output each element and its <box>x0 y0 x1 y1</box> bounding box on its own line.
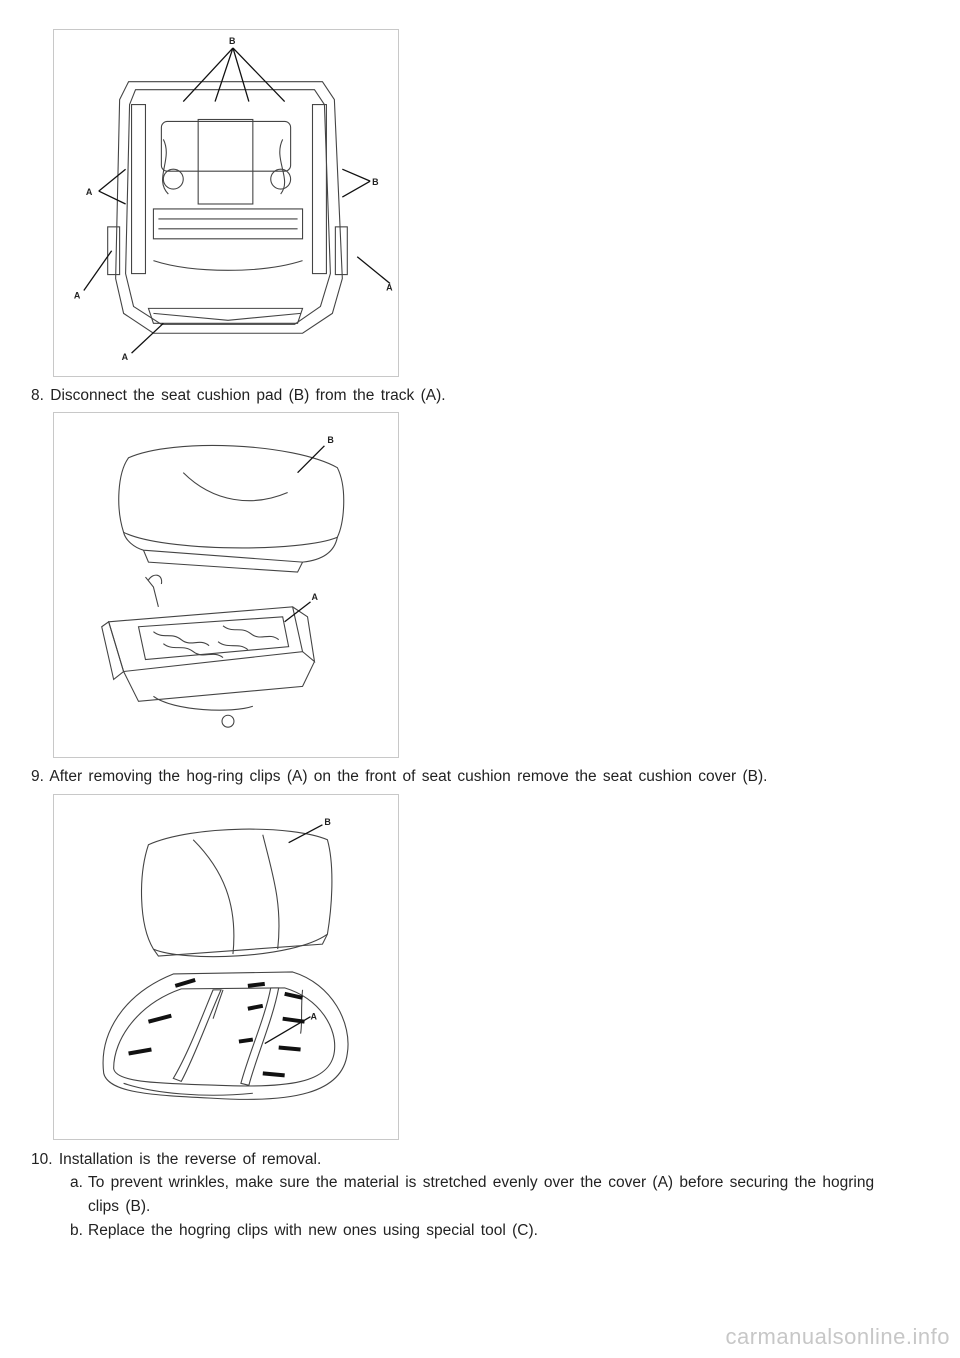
step-text: Installation is the reverse of removal. <box>58 1151 322 1168</box>
substep-a <box>70 1171 910 1219</box>
cushion-cover-illustration <box>54 795 398 1139</box>
step-number: 8. <box>31 387 44 404</box>
cushion-track-illustration <box>54 413 398 757</box>
figure-cushion-cover-hogrings <box>53 794 399 1140</box>
svg-text:A: A <box>311 591 318 602</box>
step-10 <box>31 1149 321 1171</box>
substep-b <box>70 1219 910 1243</box>
step-9 <box>31 766 767 788</box>
substep-letter: a. <box>70 1174 83 1191</box>
seat-frame-illustration <box>54 30 398 376</box>
step-8 <box>31 385 446 407</box>
svg-text:A: A <box>85 187 93 198</box>
substep-letter: b. <box>70 1222 83 1239</box>
watermark: carmanualsonline.info <box>725 1324 950 1349</box>
svg-text:A: A <box>121 352 129 363</box>
svg-text:B: B <box>324 816 331 827</box>
svg-text:B: B <box>372 177 379 188</box>
svg-text:A: A <box>73 290 81 301</box>
substep-text: Replace the hogring clips with new ones using special tool (C). <box>88 1222 538 1239</box>
svg-text:B: B <box>327 434 334 445</box>
step-number: 9. <box>31 768 44 785</box>
svg-text:B: B <box>228 35 236 46</box>
substep-text: To prevent wrinkles, make sure the material is stretched evenly over the cover (A) before securing the hogring clips (B). <box>88 1174 875 1215</box>
step-text: Disconnect the seat cushion pad (B) from the track (A). <box>50 387 446 404</box>
svg-text:A: A <box>386 282 393 293</box>
figure-seat-frame-clips <box>53 29 399 377</box>
svg-text:A: A <box>310 1011 317 1022</box>
figure-cushion-pad-track <box>53 412 399 758</box>
step-text: After removing the hog-ring clips (A) on the front of seat cushion remove the seat cushion cover (B). <box>49 768 768 785</box>
step-number: 10. <box>31 1151 53 1168</box>
